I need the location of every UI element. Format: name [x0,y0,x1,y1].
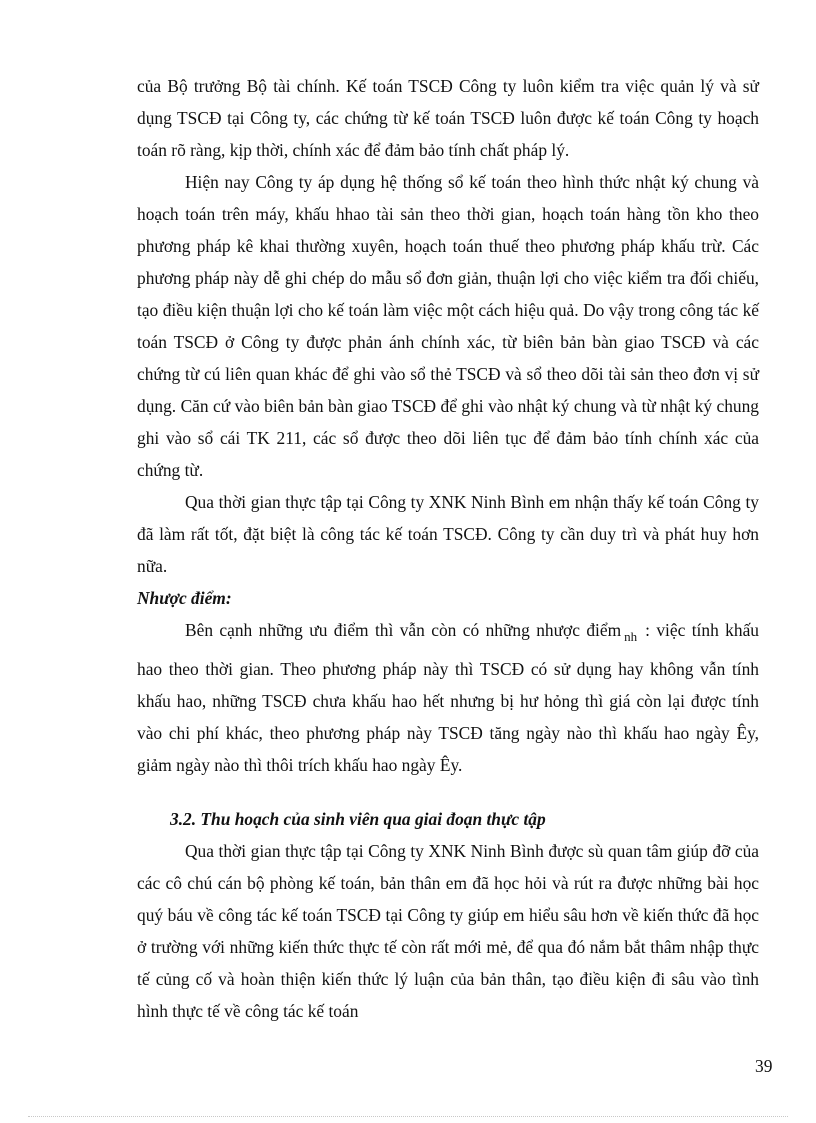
paragraph-accounting-system: Hiện nay Công ty áp dụng hệ thống sổ kế toán theo hình thức nhật ký chung và hoạch toán trên máy, khấu hhao tài sản theo thời gian, hoạch toán hàng tồn kho theo phương pháp kê khai thường xuyên, hoạch toán thuế theo phương pháp khấu trừ. Các phương pháp này dễ ghi chép do mẫu sổ đơn giản, thuận lợi cho việc kiểm tra đối chiếu, tạo điều kiện thuận lợi cho kế toán làm việc một cách hiệu quả. Do vậy trong công tác kế toán TSCĐ ở Công ty được phản ánh chính xác, từ biên bản bàn giao TSCĐ và các chứng từ cú liên quan khác để ghi vào sổ thẻ TSCĐ và sổ theo dõi tài sản theo đơn vị sử dụng. Căn cứ vào biên bản bàn giao TSCĐ để ghi vào nhật ký chung và từ nhật ký chung ghi vào sổ cái TK 211, các sổ được theo dõi liên tục để đảm bảo tính chính xác của chứng từ. [137,172,759,480]
paragraph-internship-observation: Qua thời gian thực tập tại Công ty XNK Ninh Bình em nhận thấy kế toán Công ty đã làm rất tốt, đặt biệt là công tác kế toán TSCĐ. Công ty cần duy trì và phát huy hơn nữa. [137,492,759,576]
heading-section-3-2: 3.2. Thu hoạch của sinh viên qua giai đoạn thực tập [170,809,546,829]
page-content [137,70,759,1027]
bottom-divider [28,1116,788,1117]
weaknesses-text-end: : việc tính khấu hao theo thời gian. Theo phương pháp này thì TSCĐ có sử dụng hay không vẫn tính khấu hao, những TSCĐ chưa khấu hao hết nhưng bị hư hỏng thì giá còn lại được tính vào chi phí khác, theo phương pháp này TSCĐ tăng ngày nào thì khấu hao ngày Êy, giảm ngày nào thì thôi trích khấu hao ngày Êy. [137,620,759,775]
page-number: 39 [755,1056,773,1076]
paragraph-internship-lessons: Qua thời gian thực tập tại Công ty XNK Ninh Bình được sù quan tâm giúp đỡ của các cô chú cán bộ phòng kế toán, bản thân em đã học hỏi và rút ra được những bài học quý báu về công tác kế toán TSCĐ tại Công ty giúp em hiểu sâu hơn về kiến thức đã học ở trường với những kiến thức thực tế còn rất mới mẻ, để qua đó nắm bắt thâm nhập thực tế củng cố và hoàn thiện kiến thức lý luận của bản thân, tạo điều kiện đi sâu vào tình hình thực tế về công tác kế toán [137,841,759,1021]
weaknesses-subscript: nh [624,629,638,644]
heading-weaknesses: Nhược điểm: [137,588,232,608]
paragraph-weaknesses [137,614,759,781]
weaknesses-text-start: Bên cạnh những ưu điểm thì vẫn còn có những nhược điểm [185,620,622,640]
paragraph-fixed-asset-control: của Bộ trưởng Bộ tài chính. Kế toán TSCĐ Công ty luôn kiểm tra việc quản lý và sử dụng TSCĐ tại Công ty, các chứng từ kế toán TSCĐ luôn được kế toán Công ty hoạch toán rõ ràng, kịp thời, chính xác để đảm bảo tính chất pháp lý. [137,76,759,160]
